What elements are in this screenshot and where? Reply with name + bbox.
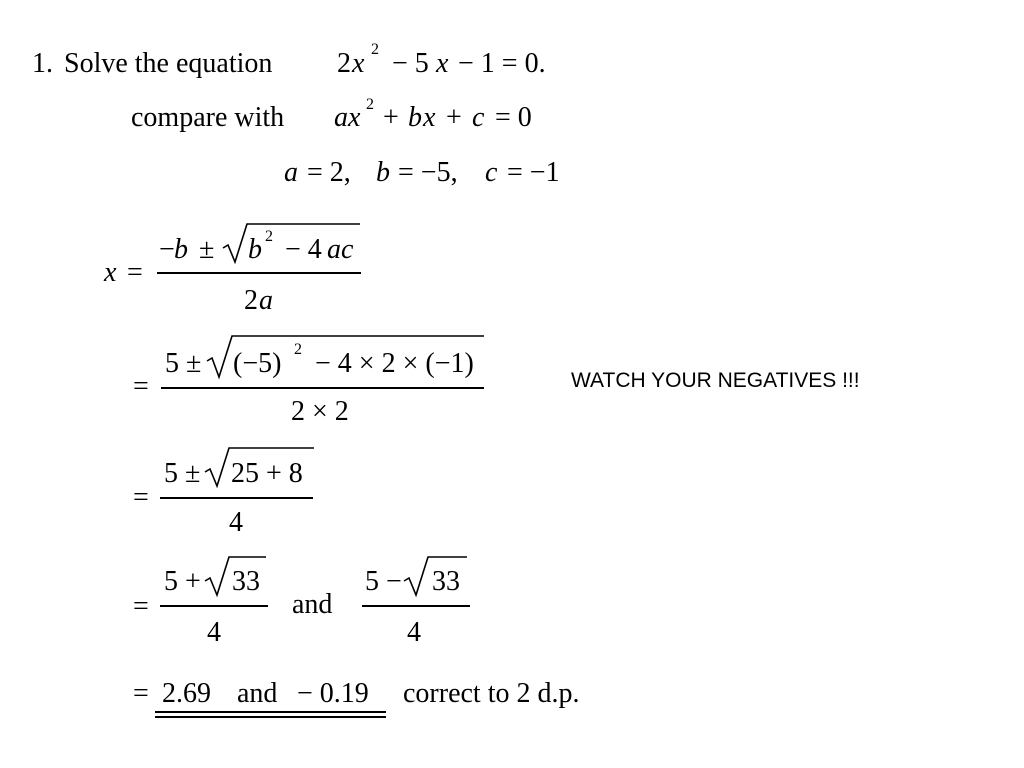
answer-underline-top [155,711,386,713]
root1-numerator-prefix: 5 + [164,566,201,597]
general-b: b [408,102,422,133]
substitution-fraction-bar [161,387,484,389]
formula-radicand-minus-four: − 4 [285,234,322,265]
equation-variable: x [352,48,365,79]
and-connector: and [292,589,333,620]
simplify-fraction-bar [160,497,313,499]
problem-instruction: Solve the equation [64,48,273,79]
equation-coefficient: 2 [337,48,351,79]
general-exponent: 2 [366,96,374,113]
formula-radicand-b: b [248,234,262,265]
root2-denominator: 4 [407,617,421,648]
formula-fraction-bar [157,272,361,274]
coef-b-symbol: b [376,157,390,188]
formula-radicand-exponent: 2 [265,228,273,245]
step-equals: = [133,371,149,402]
step-equals: = [133,482,149,513]
answer-value-2: − 0.19 [297,678,369,709]
substitution-radicand-part: (−5) [233,348,282,379]
answer-equals: = [133,678,149,709]
coef-a-value: = 2, [307,157,351,188]
root2-fraction-bar [362,605,470,607]
substitution-numerator-prefix: 5 ± [165,348,202,379]
coef-a-symbol: a [284,157,298,188]
root1-denominator: 4 [207,617,221,648]
simplify-numerator-prefix: 5 ± [164,458,201,489]
coef-b-value: = −5, [398,157,458,188]
coef-c-symbol: c [485,157,498,188]
general-x: x [348,102,361,133]
answer-underline-bottom [155,716,386,718]
equation-tail: − 1 = 0. [458,48,546,79]
general-a: a [334,102,348,133]
root2-radicand: 33 [432,566,460,597]
substitution-denominator: 2 × 2 [291,396,349,427]
general-x: x [423,102,436,133]
step-equals: = [133,591,149,622]
general-rhs: = 0 [495,102,532,133]
coef-c-value: = −1 [507,157,560,188]
substitution-exponent: 2 [294,341,302,358]
simplify-radicand: 25 + 8 [231,458,303,489]
simplify-denominator: 4 [229,507,243,538]
formula-radicand-ac: ac [327,234,354,265]
formula-equals: = [127,257,143,288]
formula-x: x [104,257,117,288]
equation-middle-term: − 5 [392,48,429,79]
answer-precision-note: correct to 2 d.p. [403,678,580,709]
problem-number: 1. [32,48,53,79]
root1-radicand: 33 [232,566,260,597]
root1-fraction-bar [160,605,268,607]
substitution-radicand-rest: − 4 × 2 × (−1) [315,348,474,379]
formula-b: b [174,234,188,265]
formula-plus-minus: ± [199,234,215,265]
warning-note: WATCH YOUR NEGATIVES !!! [571,369,860,392]
formula-denominator-two: 2 [244,285,258,316]
formula-negative-sign: − [159,234,175,265]
formula-denominator-a: a [259,285,273,316]
equation-variable: x [436,48,449,79]
compare-label: compare with [131,102,285,133]
answer-and: and [237,678,278,709]
general-plus: + [446,102,462,133]
root2-numerator-prefix: 5 − [365,566,402,597]
equation-exponent: 2 [371,41,379,58]
general-c: c [472,102,485,133]
answer-value-1: 2.69 [162,678,211,709]
general-plus: + [383,102,399,133]
